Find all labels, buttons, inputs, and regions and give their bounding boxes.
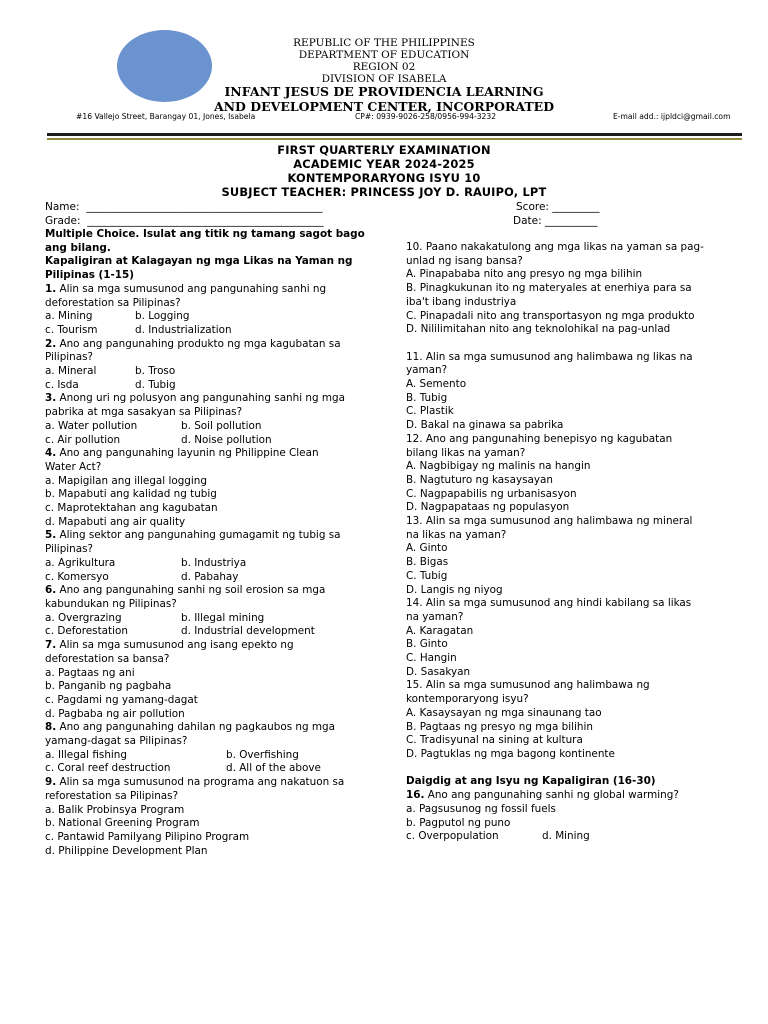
q1-text-2: deforestation sa Pilipinas? — [45, 296, 181, 309]
q1-option-a[interactable]: a. Mining — [45, 310, 93, 323]
q5-text-2: Pilipinas? — [45, 543, 94, 556]
q6-option-d[interactable]: d. Industrial development — [181, 625, 315, 638]
q15-option-d[interactable]: D. Pagtuklas ng mga bagong kontinente — [406, 748, 615, 760]
q7-text: Alin sa mga sumusunod ang isang epekto ng — [56, 639, 294, 652]
q8-option-b[interactable]: b. Overfishing — [226, 748, 299, 761]
q9-number: 9. — [45, 776, 57, 789]
q7-text-2: deforestation sa bansa? — [45, 652, 170, 665]
question-6 — [45, 584, 395, 639]
section-2-title: Daigdig at ang Isyu ng Kapaligiran (16-30) — [406, 775, 656, 788]
q14-option-b[interactable]: B. Ginto — [406, 638, 448, 651]
q16-option-d[interactable]: d. Mining — [542, 830, 590, 843]
q16-text: Ano ang pangunahing sanhi ng global warming? — [424, 789, 679, 802]
q9-option-d[interactable]: d. Philippine Development Plan — [45, 844, 208, 857]
q3-text-2: pabrika at mga sasakyan sa Pilipinas? — [45, 406, 243, 419]
left-column — [45, 228, 395, 858]
q12-option-b[interactable]: B. Nagtuturo ng kasaysayan — [406, 473, 553, 486]
q8-text: Ano ang pangunahing dahilan ng pagkaubos ng mga — [56, 721, 335, 734]
q5-option-a[interactable]: a. Agrikultura — [45, 556, 116, 569]
q5-text: Aling sektor ang pangunahing gumagamit ng tubig sa — [56, 529, 341, 542]
right-column — [406, 241, 746, 844]
q4-option-d[interactable]: d. Mapabuti ang air quality — [45, 515, 186, 528]
q7-option-d[interactable]: d. Pagbaba ng air pollution — [45, 707, 185, 720]
section-1-title: Kapaligiran at Kalagayan ng mga Likas na Yaman ng — [45, 255, 353, 268]
q7-option-c[interactable]: c. Pagdami ng yamang-dagat — [45, 693, 198, 706]
q5-option-b[interactable]: b. Industriya — [181, 556, 247, 569]
q11-option-a[interactable]: A. Semento — [406, 378, 467, 391]
q2-text: Ano ang pangunahing produkto ng mga kagubatan sa — [56, 337, 341, 350]
q6-option-b[interactable]: b. Illegal mining — [181, 611, 265, 624]
school-name-line-2: AND DEVELOPMENT CENTER, INCORPORATED — [213, 99, 555, 114]
spacer — [406, 762, 746, 776]
q10-option-b[interactable]: B. Pinagkukunan ito ng materyales at enerhiya para sa — [406, 282, 692, 295]
question-4 — [45, 447, 395, 529]
q3-option-a[interactable]: a. Water pollution — [45, 419, 138, 432]
q2-option-a[interactable]: a. Mineral — [45, 365, 97, 378]
question-16 — [406, 789, 746, 844]
q11-text: 11. Alin sa mga sumusunod ang halimbawa ng likas na — [406, 350, 693, 363]
school-phone: CP#: 0939-9026-258/0956-994-3232 — [355, 112, 497, 121]
instructions-line-1: Multiple Choice. Isulat ang titik ng tamang sagot bago — [45, 228, 365, 240]
q4-option-c[interactable]: c. Maprotektahan ang kagubatan — [45, 502, 218, 515]
q16-number: 16. — [406, 789, 425, 802]
question-15 — [406, 679, 746, 761]
q13-option-b[interactable]: B. Bigas — [406, 556, 449, 569]
q6-text-2: kabundukan ng Pilipinas? — [45, 597, 177, 610]
q9-option-b[interactable]: b. National Greening Program — [45, 817, 200, 830]
q15-text: 15. Alin sa mga sumusunod ang halimbawa ng — [406, 679, 650, 692]
header-line-1: REPUBLIC OF THE PHILIPPINES — [293, 37, 475, 49]
q5-option-d[interactable]: d. Pabahay — [181, 570, 239, 583]
q14-text-2: na yaman? — [406, 610, 464, 623]
subject-teacher: SUBJECT TEACHER: PRINCESS JOY D. RAUIPO, LPT — [221, 185, 547, 199]
header-line-2: DEPARTMENT OF EDUCATION — [298, 49, 470, 61]
q13-text-2: na likas na yaman? — [406, 528, 507, 541]
q8-option-c[interactable]: c. Coral reef destruction — [45, 762, 171, 775]
q16-option-b[interactable]: b. Pagputol ng puno — [406, 816, 511, 829]
q10-option-d[interactable]: D. Nililimitahan nito ang teknolohikal na pag-unlad — [406, 323, 671, 336]
q11-text-2: yaman? — [406, 364, 448, 377]
q11-option-d[interactable]: D. Bakal na ginawa sa pabrika — [406, 419, 564, 432]
q2-option-c[interactable]: c. Isda — [45, 378, 79, 391]
q12-text-2: bilang likas na yaman? — [406, 446, 526, 459]
question-13 — [406, 515, 746, 597]
header-line-3: REGION 02 — [352, 61, 416, 73]
q1-option-b[interactable]: b. Logging — [135, 310, 190, 323]
q4-option-a[interactable]: a. Mapigilan ang illegal logging — [45, 474, 207, 487]
grade-field[interactable]: Grade: _____________________________________________ — [45, 215, 324, 227]
q9-option-a[interactable]: a. Balik Probinsya Program — [45, 803, 185, 816]
instructions-line-2: ang bilang. — [45, 241, 111, 254]
question-10 — [406, 241, 746, 337]
question-12 — [406, 433, 746, 515]
q4-number: 4. — [45, 447, 57, 460]
question-11 — [406, 351, 746, 433]
question-9 — [45, 776, 395, 858]
q12-option-a[interactable]: A. Nagbibigay ng malinis na hangin — [406, 460, 591, 473]
q7-number: 7. — [45, 639, 57, 652]
q6-text: Ano ang pangunahing sanhi ng soil erosion sa mga — [56, 584, 326, 597]
q4-option-b[interactable]: b. Mapabuti ang kalidad ng tubig — [45, 488, 217, 501]
school-email: E-mail add.: ijpldci@gmail.com — [613, 112, 731, 121]
q8-text-2: yamang-dagat sa Pilipinas? — [45, 735, 188, 748]
q1-text: Alin sa mga sumusunod ang pangunahing sanhi ng — [56, 282, 327, 295]
q2-number: 2. — [45, 337, 57, 350]
q3-text: Anong uri ng polusyon ang pangunahing sanhi ng mga — [56, 392, 345, 405]
exam-title: FIRST QUARTERLY EXAMINATION — [277, 143, 491, 157]
header-line-4: DIVISION OF ISABELA — [321, 73, 447, 85]
school-name-line-1: INFANT JESUS DE PROVIDENCIA LEARNING — [224, 84, 544, 99]
q9-text: Alin sa mga sumusunod na programa ang nakatuon sa — [56, 776, 345, 789]
q3-number: 3. — [45, 392, 57, 405]
header-divider-olive — [47, 138, 742, 140]
q9-option-c[interactable]: c. Pantawid Pamilyang Pilipino Program — [45, 830, 250, 843]
q1-option-c[interactable]: c. Tourism — [45, 323, 98, 336]
q12-option-d[interactable]: D. Nagpapataas ng populasyon — [406, 501, 570, 514]
q12-text: 12. Ano ang pangunahing benepisyo ng kagubatan — [406, 432, 673, 445]
name-field[interactable]: Name: _____________________________________________ — [45, 201, 323, 213]
q4-text-2: Water Act? — [45, 460, 102, 473]
q8-option-a[interactable]: a. Illegal fishing — [45, 748, 127, 761]
q14-text: 14. Alin sa mga sumusunod ang hindi kabilang sa likas — [406, 597, 692, 610]
q9-text-2: reforestation sa Pilipinas? — [45, 789, 179, 802]
section-1-range: Pilipinas (1-15) — [45, 269, 135, 282]
q11-option-c[interactable]: C. Plastik — [406, 405, 454, 418]
q1-option-d[interactable]: d. Industrialization — [135, 323, 232, 336]
q10-option-a[interactable]: A. Pinapababa nito ang presyo ng mga bilihin — [406, 268, 643, 281]
q3-option-d[interactable]: d. Noise pollution — [181, 433, 272, 446]
q10-text: 10. Paano nakakatulong ang mga likas na yaman sa pag- — [406, 241, 704, 253]
q15-text-2: kontemporaryong isyu? — [406, 693, 529, 706]
q5-number: 5. — [45, 529, 57, 542]
q2-option-d[interactable]: d. Tubig — [135, 378, 176, 391]
question-8 — [45, 721, 395, 776]
q6-option-c[interactable]: c. Deforestation — [45, 625, 128, 638]
q3-option-b[interactable]: b. Soil pollution — [181, 419, 262, 432]
question-5 — [45, 529, 395, 584]
q8-number: 8. — [45, 721, 57, 734]
q13-text: 13. Alin sa mga sumusunod ang halimbawa ng mineral — [406, 515, 693, 528]
q15-option-c[interactable]: C. Tradisyunal na sining at kultura — [406, 734, 583, 747]
question-1 — [45, 283, 395, 338]
score-field[interactable]: Score: _________ — [516, 201, 600, 213]
q5-option-c[interactable]: c. Komersyo — [45, 570, 109, 583]
q14-option-a[interactable]: A. Karagatan — [406, 624, 474, 637]
q10-option-b-cont[interactable]: iba't ibang industriya — [406, 295, 517, 308]
q13-option-c[interactable]: C. Tubig — [406, 569, 448, 582]
q1-number: 1. — [45, 282, 57, 295]
q12-option-c[interactable]: C. Nagpapabilis ng urbanisasyon — [406, 487, 577, 500]
question-3 — [45, 392, 395, 447]
question-2 — [45, 338, 395, 393]
subject-name: KONTEMPORARYONG ISYU 10 — [287, 171, 481, 185]
question-14 — [406, 597, 746, 679]
academic-year: ACADEMIC YEAR 2024-2025 — [293, 157, 475, 171]
q8-option-d[interactable]: d. All of the above — [226, 762, 321, 775]
q2-text-2: Pilipinas? — [45, 351, 94, 364]
q14-option-c[interactable]: C. Hangin — [406, 652, 457, 665]
q4-text: Ano ang pangunahing layunin ng Philippine Clean — [56, 447, 319, 460]
q6-option-a[interactable]: a. Overgrazing — [45, 611, 122, 624]
q16-option-a[interactable]: a. Pagsusunog ng fossil fuels — [406, 802, 556, 815]
date-field[interactable]: Date: __________ — [513, 215, 598, 227]
q3-option-c[interactable]: c. Air pollution — [45, 433, 121, 446]
q10-option-c[interactable]: C. Pinapadali nito ang transportasyon ng mga produkto — [406, 309, 695, 322]
q7-option-a[interactable]: a. Pagtaas ng ani — [45, 666, 135, 679]
q14-option-d[interactable]: D. Sasakyan — [406, 665, 471, 678]
q6-number: 6. — [45, 584, 57, 597]
spacer — [406, 337, 746, 351]
q15-option-a[interactable]: A. Kasaysayan ng mga sinaunang tao — [406, 706, 602, 719]
school-address: #16 Vallejo Street, Barangay 01, Jones, Isabela — [76, 112, 256, 121]
q7-option-b[interactable]: b. Panganib ng pagbaha — [45, 680, 172, 693]
q13-option-d[interactable]: D. Langis ng niyog — [406, 583, 503, 596]
question-7 — [45, 639, 395, 721]
q13-option-a[interactable]: A. Ginto — [406, 542, 448, 555]
q2-option-b[interactable]: b. Troso — [135, 365, 176, 378]
header-divider-dark — [47, 133, 742, 136]
q16-option-c[interactable]: c. Overpopulation — [406, 830, 499, 843]
q10-text-2: unlad ng isang bansa? — [406, 254, 523, 267]
q11-option-b[interactable]: B. Tubig — [406, 391, 448, 404]
q15-option-b[interactable]: B. Pagtaas ng presyo ng mga bilihin — [406, 720, 593, 733]
